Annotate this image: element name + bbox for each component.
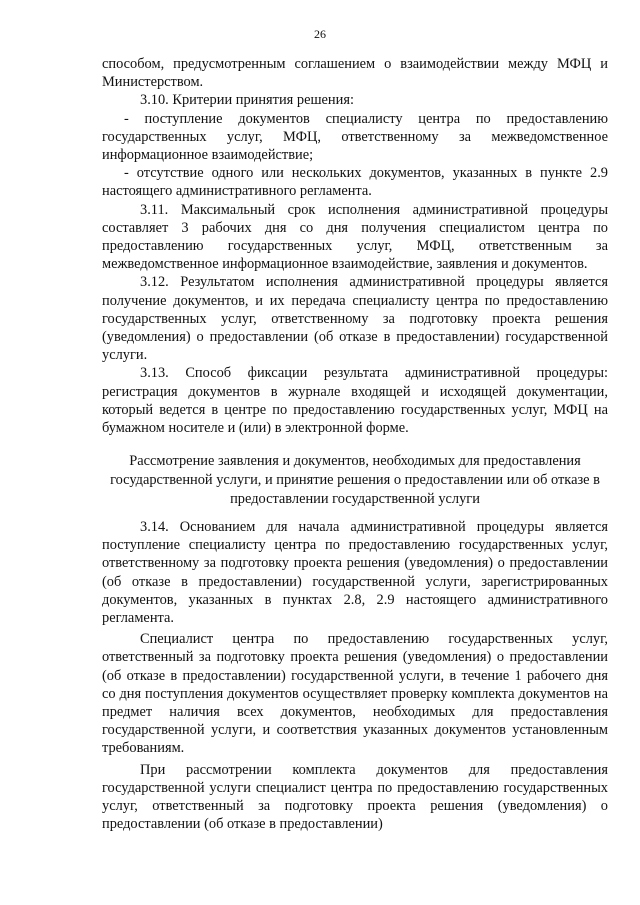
- paragraph-review-continuation: При рассмотрении комплекта документов для предоставления государственной услуги специалист центра по предоставлению государственных услуг, ответственный за подготовку проекта решения (уведомления) о предоставлении (об отказе в предоставлении): [102, 761, 608, 833]
- paragraph-3-11: 3.11. Максимальный срок исполнения административной процедуры составляет 3 рабочих дня со дня получения специалистом центра по предоставлению государственных услуг, МФЦ, ответственным за межведомственное информационное взаимодействие, заявления и документов.: [102, 201, 608, 273]
- paragraph-3-12: 3.12. Результатом исполнения административной процедуры является получение документов, и их передача специалисту центра по предоставлению государственных услуг, ответственному за подготовку проекта решения (уведомления) о предоставлении (об отказе в предоставлении) государственной услуги.: [102, 274, 608, 364]
- paragraph-criterion-1: - поступление документов специалисту центра по предоставлению государственных услуг, МФЦ, ответственному за межведомственное информационное взаимодействие;: [102, 110, 608, 164]
- paragraph-3-13: 3.13. Способ фиксации результата административной процедуры: регистрация документов в журнале входящей и исходящей документации, который ведется в центре по предоставлению государственных услуг, МФЦ на бумажном носителе и (или) в электронной форме.: [102, 365, 608, 437]
- paragraph-3-14: 3.14. Основанием для начала административной процедуры является поступление специалисту центра по предоставлению государственных услуг, ответственному за подготовку проекта решения (уведомления) о предоставлении (об отказе в предоставлении) государственной услуги, зарегистрированных документов, указанных в пунктах 2.8, 2.9 настоящего административного регламента.: [102, 519, 608, 627]
- paragraph-3-10-heading: 3.10. Критерии принятия решения:: [140, 92, 354, 109]
- paragraph-specialist-check: Специалист центра по предоставлению государственных услуг, ответственный за подготовку проекта решения (уведомления) о предоставлении (об отказе в предоставлении) государственной услуги, в течение 1 рабочего дня со дня поступления документов осуществляет проверку комплекта документов на предмет наличия всех документов, необходимых для предоставления государственной услуги, и соответствия указанных документов установленным требованиям.: [102, 631, 608, 757]
- paragraph-continuation: способом, предусмотренным соглашением о взаимодействии между МФЦ и Министерством.: [102, 56, 608, 91]
- paragraph-criterion-2: - отсутствие одного или нескольких документов, указанных в пункте 2.9 настоящего административного регламента.: [102, 165, 608, 200]
- page-number: 26: [314, 27, 326, 41]
- body-text-top: [102, 55, 608, 437]
- section-heading: Рассмотрение заявления и документов, необходимых для предоставления государственной услуги, и принятие решения о предоставлении или об отказе в предоставлении государственной услуги: [110, 453, 600, 507]
- body-text-bottom: [102, 518, 608, 833]
